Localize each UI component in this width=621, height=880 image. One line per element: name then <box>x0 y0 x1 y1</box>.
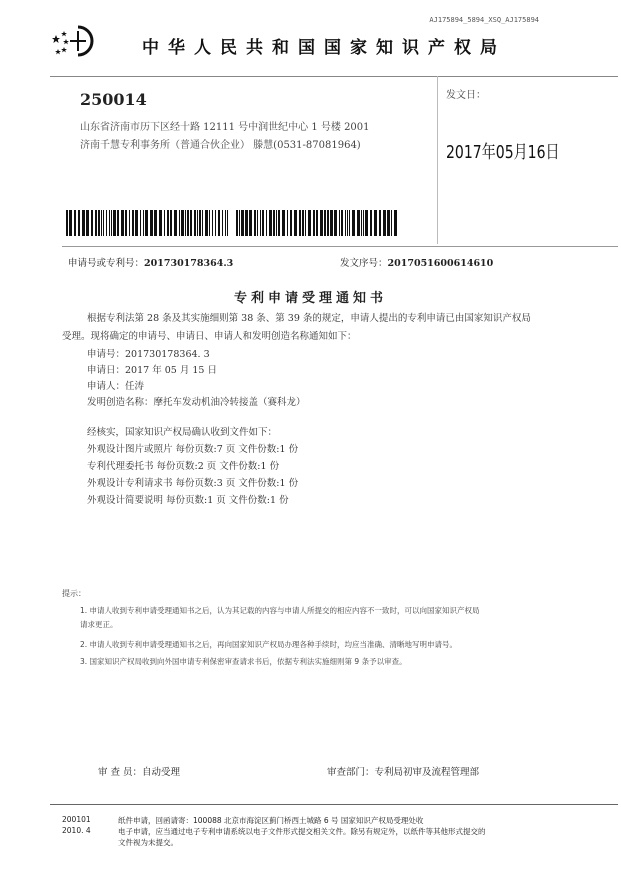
notice-title: 专利申请受理通知书 <box>233 291 387 306</box>
barcode-image <box>236 210 398 236</box>
footer-line: 电子申请，应当通过电子专利申请系统以电子文件形式提交相关文件。除另有规定外，以纸件等其他形式提交的 <box>118 827 486 836</box>
applicant-field: 申请人：任涛 <box>87 381 145 392</box>
recipient-agent: 济南千慧专利事务所（普通合伙企业） 滕慧(0531-87081964) <box>80 140 361 151</box>
files-intro: 经核实，国家知识产权局确认收到文件如下： <box>87 427 278 438</box>
form-code: 200101 <box>62 815 91 824</box>
hints-label: 提示： <box>62 589 86 598</box>
application-number-field: 申请号：201730178364. 3 <box>87 349 210 360</box>
invention-title-field: 发明创造名称：摩托车发动机油冷转接盖（赛科龙） <box>87 397 306 408</box>
file-list-item: 外观设计专利请求书 每份页数:3 页 文件份数:1 份 <box>87 478 299 489</box>
hint-item: 1. 申请人收到专利申请受理通知书之后，认为其记载的内容与申请人所提交的相应内容不一致时，可以向国家知识产权局 <box>80 606 480 615</box>
file-list-item: 外观设计图片或照片 每份页数:7 页 文件份数:1 份 <box>87 444 299 455</box>
footer-line: 文件视为未提交。 <box>118 838 178 847</box>
hint-item: 3. 国家知识产权局收到向外国申请专利保密审查请求书后，依据专利法实施细则第 9 条予以审查。 <box>80 657 407 666</box>
recipient-postcode: 250014 <box>80 90 147 109</box>
body-paragraph-line: 受理。现将确定的申请号、申请日、申请人和发明创造名称通知如下： <box>62 331 357 342</box>
footer-line: 纸件申请，回函请寄：100088 北京市海淀区蓟门桥西土城路 6 号 国家知识产权局受理处收 <box>118 816 424 825</box>
footer-divider <box>50 804 618 805</box>
recipient-address: 山东省济南市历下区经十路 12111 号中润世纪中心 1 号楼 2001 <box>80 122 370 133</box>
form-version: 2010. 4 <box>62 826 91 835</box>
send-date-label: 发文日： <box>446 90 486 101</box>
hint-item: 2. 申请人收到专利申请受理通知书之后，再向国家知识产权局办理各种手续时，均应当准确、清晰地写明申请号。 <box>80 640 458 649</box>
review-department: 审查部门：专利局初审及流程管理部 <box>327 767 480 778</box>
office-title: 中华人民共和国国家知识产权局 <box>142 38 506 58</box>
header-column-divider <box>437 76 438 244</box>
send-date: 2017年05月16日 <box>446 142 560 163</box>
reviewer: 审 查 员：自动受理 <box>98 767 181 778</box>
cnipa-logo-icon <box>50 25 100 57</box>
header-divider <box>50 76 618 77</box>
application-date-field: 申请日：2017 年 05 月 15 日 <box>87 365 217 376</box>
hint-item-continuation: 请求更正。 <box>80 620 118 629</box>
body-paragraph-line: 根据专利法第 28 条及其实施细则第 38 条、第 39 条的规定，申请人提出的专利申请已由国家知识产权局 <box>87 313 531 324</box>
serial-number-label: 发文序号： <box>340 258 388 269</box>
serial-number: 2017051600614610 <box>387 258 494 269</box>
number-row-divider <box>62 246 618 247</box>
application-number-label: 申请号或专利号： <box>68 258 145 269</box>
application-number: 201730178364.3 <box>144 258 234 269</box>
file-list-item: 专利代理委托书 每份页数:2 页 文件份数:1 份 <box>87 461 280 472</box>
application-number-line <box>68 255 233 269</box>
document-id: AJ175894_5894_XSQ_AJ175894 <box>429 16 539 24</box>
file-list-item: 外观设计简要说明 每份页数:1 页 文件份数:1 份 <box>87 495 289 506</box>
barcode-image <box>66 210 228 236</box>
serial-number-line <box>340 255 493 269</box>
